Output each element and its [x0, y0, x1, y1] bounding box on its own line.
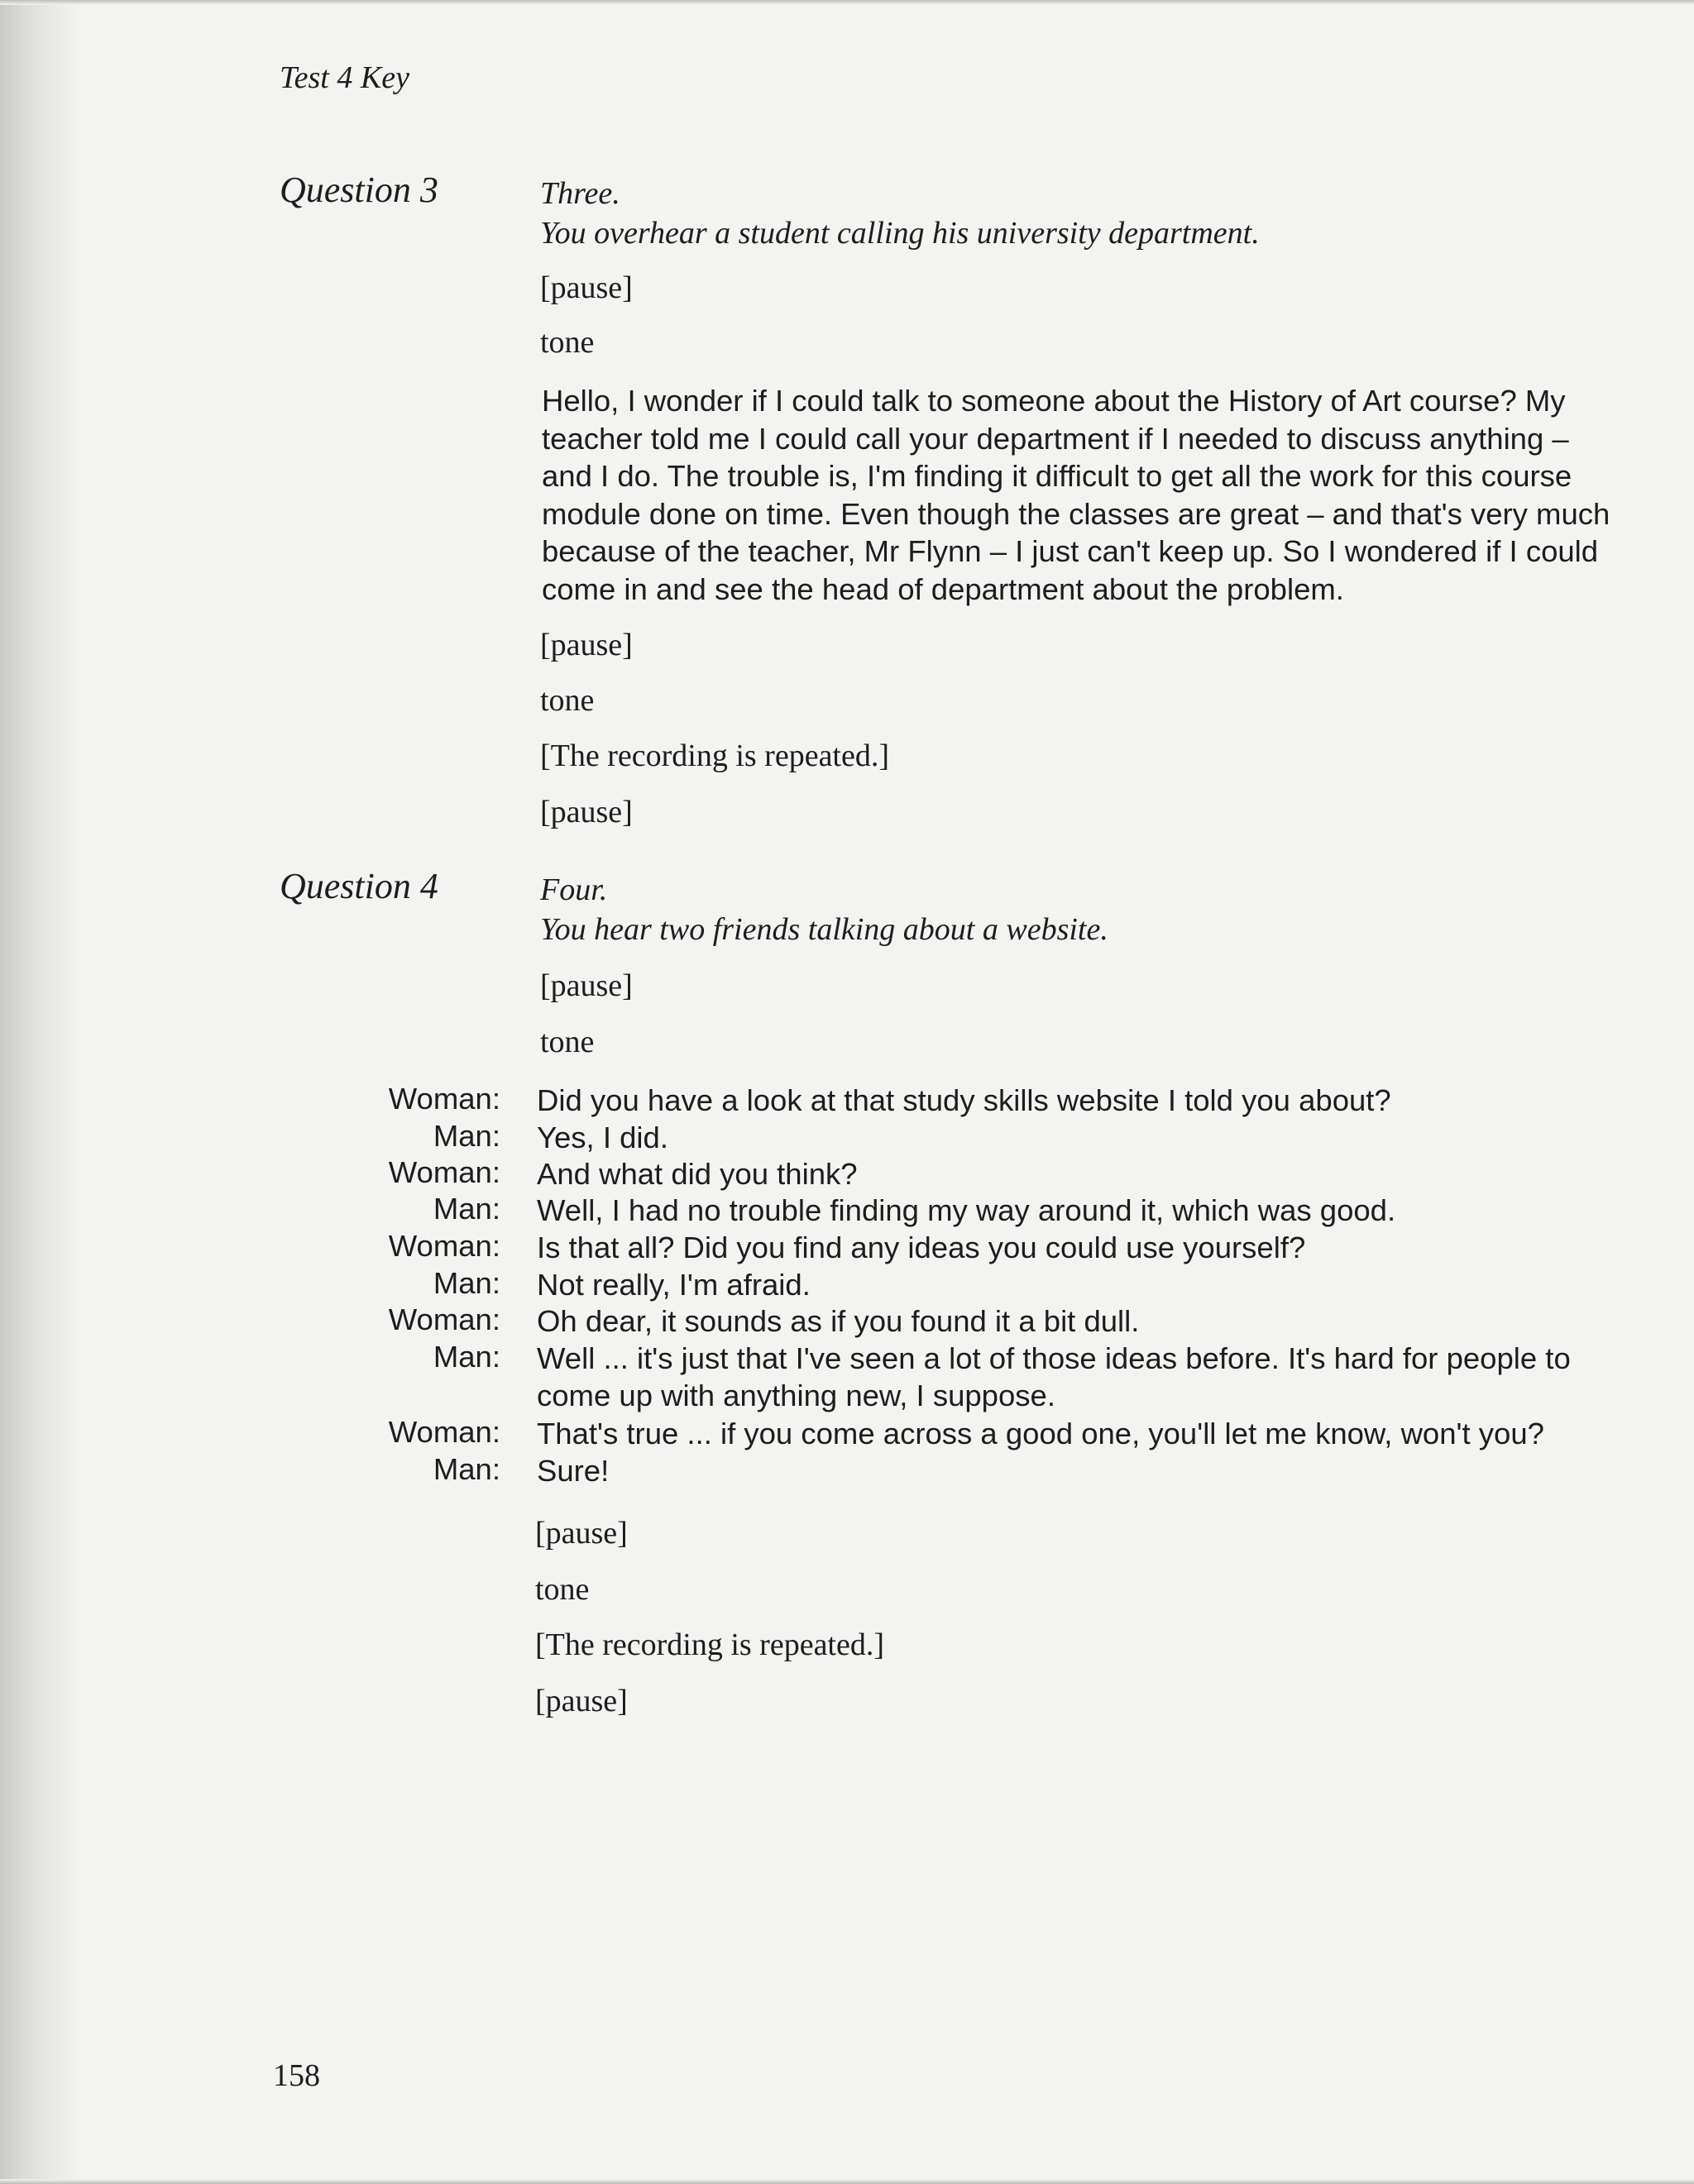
running-head: Test 4 Key: [280, 60, 409, 95]
dialogue-line: And what did you think?: [537, 1157, 858, 1191]
q3-tone-1: tone: [540, 325, 595, 360]
question-3-monologue: Hello, I wonder if I could talk to someone about the History of Art course? My teacher told me I could call your department if I needed to discuss anything – and I do. The trouble is, I'm finding it difficult to get all the work for this course module done on time. Even though the classes are great – and that's very much because of the teacher, Mr Flynn – I just can't keep up. So I wondered if I could come in and see the head of department about the problem.: [542, 384, 1610, 606]
q4-pause-3: [pause]: [535, 1684, 628, 1718]
dialogue-speaker: Man:: [433, 1119, 500, 1153]
dialogue-speaker: Man:: [433, 1452, 500, 1486]
dialogue-speaker: Woman:: [388, 1229, 500, 1263]
dialogue-speaker: Woman:: [388, 1082, 500, 1116]
page-number: 158: [273, 2058, 320, 2093]
scan-shadow-top: [0, 0, 1694, 5]
dialogue-line: Yes, I did.: [537, 1121, 668, 1154]
q3-tone-2: tone: [540, 683, 595, 718]
q4-pause-1: [pause]: [540, 968, 633, 1003]
q4-recording-repeated: [The recording is repeated.]: [535, 1627, 885, 1662]
dialogue-line: Sure!: [537, 1454, 610, 1488]
dialogue-line: Is that all? Did you find any ideas you could use yourself?: [537, 1231, 1306, 1264]
dialogue-line: Not really, I'm afraid.: [537, 1268, 811, 1302]
q3-recording-repeated: [The recording is repeated.]: [540, 738, 890, 773]
dialogue-line: Did you have a look at that study skills website I told you about?: [537, 1083, 1391, 1117]
question-4-situation: You hear two friends talking about a website.: [540, 912, 1108, 947]
dialogue-speaker: Woman:: [388, 1302, 500, 1336]
scan-shadow-bottom: [0, 2179, 1694, 2184]
question-4-number-word: Four.: [540, 872, 608, 907]
dialogue-speaker: Woman:: [388, 1415, 500, 1449]
dialogue-speaker: Man:: [433, 1340, 500, 1374]
q4-tone-2: tone: [535, 1572, 590, 1607]
scan-shadow-left: [0, 0, 79, 2184]
question-3-number-word: Three.: [540, 176, 620, 211]
q3-pause-1: [pause]: [540, 270, 633, 305]
dialogue-speaker: Man:: [433, 1266, 500, 1300]
question-3-label: Question 3: [280, 170, 438, 210]
dialogue-line: Well, I had no trouble finding my way around it, which was good.: [537, 1193, 1396, 1227]
dialogue-line: Oh dear, it sounds as if you found it a bit dull.: [537, 1304, 1140, 1338]
q3-pause-3: [pause]: [540, 795, 633, 829]
dialogue-speaker: Man:: [433, 1192, 500, 1226]
q4-tone-1: tone: [540, 1025, 595, 1059]
dialogue-line: That's true ... if you come across a good one, you'll let me know, won't you?: [537, 1417, 1544, 1450]
question-4-label: Question 4: [280, 866, 438, 906]
q3-pause-2: [pause]: [540, 628, 633, 662]
dialogue-speaker: Woman:: [388, 1155, 500, 1189]
dialogue-line: come up with anything new, I suppose.: [537, 1379, 1055, 1412]
question-3-situation: You overhear a student calling his university department.: [540, 216, 1260, 251]
dialogue-line: Well ... it's just that I've seen a lot of those ideas before. It's hard for people to: [537, 1341, 1571, 1375]
q4-pause-2: [pause]: [535, 1516, 628, 1551]
